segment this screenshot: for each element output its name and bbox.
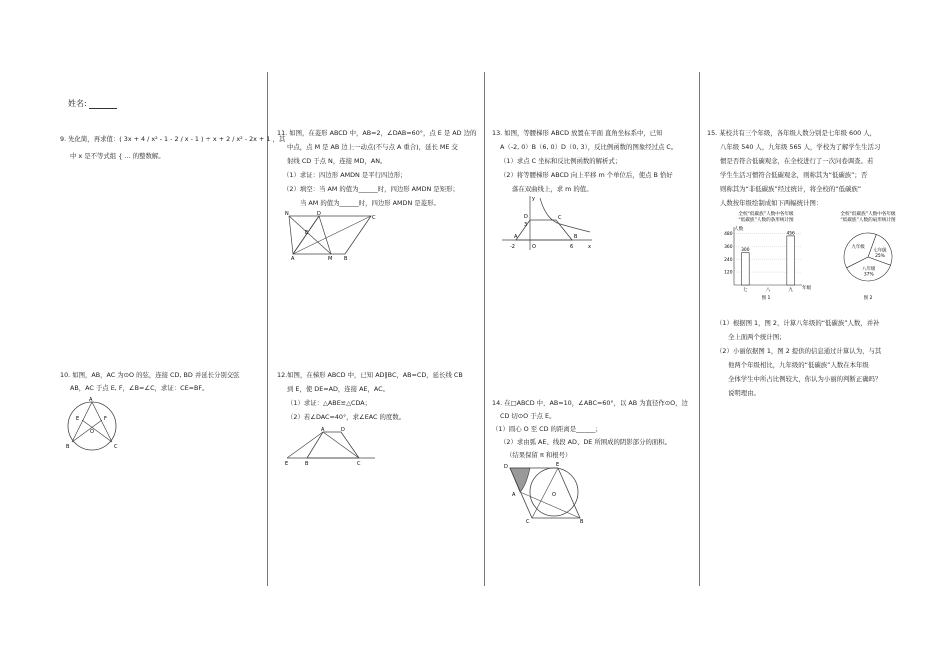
q11-label-n: N (285, 211, 289, 217)
q11-rhombus-figure (283, 210, 383, 260)
pie-slice-name: 八年级 (862, 267, 876, 273)
q14-line-5: （结果保留 π 和根号） (506, 451, 572, 459)
q15-after-2: 全上面两个统计图； (728, 333, 786, 341)
column-divider-2 (484, 72, 485, 586)
bar-y-tick-label: 120 (724, 270, 733, 276)
q10-label-a: A (89, 397, 93, 403)
bar-data-label: 456 (786, 231, 795, 237)
q12-label-a: A (321, 427, 325, 433)
q9-line-1: 9. 先化简，再求值：( 3x + 4 / x² - 1 - 2 / x - 1 ) ÷ x + 2 / x² - 2x + 1 ，其 (60, 135, 286, 143)
q13-label-6: 6 (570, 244, 574, 250)
q12-line-3: （1）求证：△ABE≌△CDA； (287, 399, 372, 407)
q11-label-m: M (328, 256, 333, 260)
q13-label-y: y (532, 196, 535, 202)
q13-label-neg2: -2 (510, 244, 515, 250)
q13-line-4: （2）将等腰梯形 ABCD 向上平移 m 个单位后，使点 B 恰好 (500, 171, 673, 179)
q9-line-2: 中 x 是不等式组 { … 的整数解。 (70, 152, 165, 160)
q10-label-e: E (76, 416, 80, 422)
q13-label-d: D (524, 214, 528, 220)
q14-label-d: D (504, 464, 508, 470)
q11-line-2: 中点，点 M 是 AB 边上一动点(不与点 A 重合)，延长 ME 交 (287, 143, 458, 151)
column-divider-1 (267, 72, 268, 586)
q15-after-1: （1）根据图 1，图 2，计算八年级的“低碳族”人数，并补 (716, 319, 880, 327)
q12-trapezoid-figure (283, 426, 383, 468)
pie-layer (844, 233, 892, 281)
q10-label-c: C (114, 444, 118, 450)
bar-3 (787, 236, 795, 285)
q12-line-4: （2）若∠DAC=40°，求∠EAC 的度数。 (287, 413, 406, 421)
pie-slice-percent: 25% (875, 253, 885, 259)
q12-line-1: 12.如图，在梯形 ABCD 中，已知 AD∥BC，AB=CD，延长线 CB (277, 371, 463, 379)
bar-category-label: 九 (788, 288, 793, 293)
q13-label-c: C (558, 215, 562, 221)
bar-data-label: 300 (741, 248, 750, 254)
q11-label-b: B (344, 256, 348, 260)
q13-label-3: 3 (524, 222, 528, 228)
q15-line-4: 学生生活习惯符合低碳观念，则称其为“低碳族”；否 (720, 171, 868, 179)
q10-label-f: F (104, 416, 107, 422)
q13-coordinate-figure (500, 192, 596, 254)
q12-line-2: 到 E，使 DE=AD，连接 AE，AC。 (287, 385, 389, 393)
q13-line-2: A（-2, 0）B（6, 0）D（0, 3），反比例函数的图象经过点 C。 (500, 143, 678, 151)
q14-label-e: E (556, 462, 560, 468)
q12-label-d: D (341, 427, 345, 433)
bar-caption: 图 1 (761, 296, 771, 301)
q14-line-4: （2）求由弧 AE、线段 AD、DE 所围成的阴影部分的面积。 (500, 438, 672, 446)
q10-label-o: O (90, 429, 94, 435)
q14-label-b: B (580, 519, 584, 524)
q11-line-3: 射线 CD 于点 N，连接 MD，AN。 (287, 157, 387, 165)
q14-label-a: A (512, 492, 516, 498)
q14-line-2: CD 切⊙O 于点 E。 (500, 412, 556, 420)
q15-line-1: 15. 某校共有三个年级，各年级人数分别是七年级 600 人， (707, 129, 877, 137)
q14-parallelogram-figure (500, 460, 596, 524)
pie-slice-name: 九年级 (851, 245, 865, 251)
q11-line-5: （2）填空：当 AM 的值为______时，四边形 AMDN 是矩形； (283, 185, 459, 193)
bar-y-tick-label: 480 (724, 231, 733, 237)
q10-label-b: B (66, 444, 70, 450)
pie-slice-name: 七年级 (873, 248, 887, 254)
q14-line-3: （1）圆心 O 至 CD 的距离是______； (492, 425, 602, 433)
q11-label-c: C (372, 215, 376, 221)
student-name-field (68, 98, 117, 109)
q13-label-a: A (514, 234, 518, 240)
bar-y-tick-label: 240 (724, 257, 733, 263)
q11-line-4: （1）求证：四边形 AMDN 是平行四边形； (283, 171, 407, 179)
q15-after-3: （2）小丽依据图 1，图 2 提供的信息通过计算认为，与其 (716, 347, 882, 355)
q15-pie-chart (822, 209, 914, 301)
q11-label-d: D (317, 211, 321, 217)
bar-ylabel: 人数 (734, 227, 744, 232)
column-divider-3 (699, 72, 700, 586)
bar-y-tick-label: 360 (724, 244, 733, 250)
q11-line-1: 11. 如图，在菱形 ABCD 中，AB=2，∠DAB=60°，点 E 是 AD 边的 (277, 129, 477, 137)
bar-title-line-1: 全校“低碳族”人数中各年级 (738, 212, 794, 217)
q12-label-b: B (305, 461, 309, 467)
q15-after-5: 全体学生中所占比例较大，你认为小丽的判断正确吗？ (728, 375, 882, 383)
bar-1 (741, 253, 749, 285)
q15-after-6: 说明理由。 (728, 389, 760, 397)
q13-label-x: x (588, 244, 591, 250)
q15-line-5: 则称其为“非低碳族”经过统计，将全校的“低碳族” (720, 185, 862, 193)
name-label: 姓名: (68, 99, 87, 108)
bar-layer (724, 227, 802, 293)
pie-title-line-1: 全校“低碳族”人数中各年级 (840, 212, 896, 217)
q11-label-a: A (291, 256, 295, 260)
q15-after-4: 他两个年级相比，九年级的“低碳族”人数在本年级 (728, 361, 869, 369)
bar-xlabel: 年级 (802, 286, 812, 291)
q12-label-e: E (285, 461, 289, 467)
q15-line-2: 八年级 540 人，九年级 565 人，学校为了解学生生活习 (720, 143, 881, 151)
q13-line-3: （1）求点 C 坐标和反比例函数的解析式； (500, 157, 622, 165)
q15-line-6: 人数按年级绘制成如下两幅统计图： (720, 199, 823, 207)
name-blank[interactable] (89, 99, 117, 109)
q13-label-b: B (574, 234, 578, 240)
pie-title-line-2: “低碳族”人数的扇形统计图 (840, 218, 896, 223)
q13-line-5: 落在双曲线上，求 m 的值。 (512, 185, 593, 193)
q15-bar-chart (716, 209, 818, 301)
q10-circle-figure (64, 396, 124, 454)
q14-label-c: C (526, 519, 530, 524)
q15-line-3: 惯是否符合低碳观念，在全校进行了一次问卷调查。若 (720, 157, 874, 165)
q13-label-o: O (532, 244, 536, 250)
q13-line-1: 13. 如图，等腰梯形 ABCD 放置在平面 直角坐标系中，已知 (492, 129, 663, 137)
q11-label-e: E (305, 230, 309, 236)
pie-slice-percent: 37% (863, 272, 874, 278)
q14-line-1: 14. 在□ABCD 中，AB=10，∠ABC=60°，以 AB 为直径作⊙O，边 (492, 399, 688, 407)
pie-caption: 图 2 (863, 296, 873, 301)
q14-label-o: O (552, 492, 556, 498)
q11-line-6: 当 AM 的值为______时，四边形 AMDN 是菱形。 (300, 199, 440, 207)
bar-category-label: 八 (765, 288, 771, 293)
bar-category-label: 七 (743, 288, 748, 293)
q10-line-2: AB，AC 于点 E, F，∠B=∠C，求证：CE=BF。 (70, 384, 209, 392)
q10-line-1: 10. 如图，AB，AC 为⊙O 的弦，连接 CD, BD 并延长分别交弦 (60, 371, 240, 379)
q12-label-c: C (357, 461, 361, 467)
bar-title-line-2: “低碳族”人数的条形统计图 (738, 218, 794, 223)
